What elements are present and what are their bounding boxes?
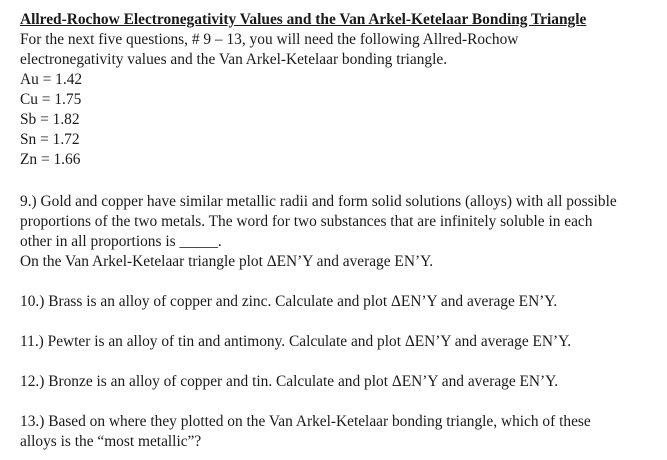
question-9-line: proportions of the two metals. The word for two substances that are infinitely soluble in each [20, 213, 593, 230]
intro-paragraph [20, 30, 660, 70]
spacer [20, 312, 660, 332]
value-gold: Au = 1.42 [20, 71, 83, 88]
question-9-line: other in all proportions is _____. [20, 233, 222, 250]
electronegativity-values-list [20, 70, 660, 170]
spacer [20, 272, 660, 292]
spacer [20, 170, 660, 192]
spacer [20, 392, 660, 412]
question-13-line: 13.) Based on where they plotted on the Van Arkel-Ketelaar bonding triangle, which of these [20, 413, 591, 430]
question-13-line: alloys is the “most metallic”? [20, 433, 202, 450]
value-antimony: Sb = 1.82 [20, 111, 80, 128]
question-9-line: 9.) Gold and copper have similar metallic radii and form solid solutions (alloys) with all possible [20, 193, 617, 210]
intro-line: For the next five questions, # 9 – 13, you will need the following Allred-Rochow [20, 31, 519, 48]
question-9 [20, 192, 660, 272]
value-copper: Cu = 1.75 [20, 91, 82, 108]
question-12: 12.) Bronze is an alloy of copper and tin. Calculate and plot ΔEN’Y and average EN’Y. [20, 373, 559, 390]
question-13 [20, 412, 660, 452]
intro-line: electronegativity values and the Van Arkel-Ketelaar bonding triangle. [20, 51, 448, 68]
spacer [20, 352, 660, 372]
worksheet-title: Allred-Rochow Electronegativity Values and the Van Arkel-Ketelaar Bonding Triangle [20, 11, 587, 28]
question-9-line: On the Van Arkel-Ketelaar triangle plot ΔEN’Y and average EN’Y. [20, 253, 434, 270]
value-zinc: Zn = 1.66 [20, 151, 81, 168]
question-10: 10.) Brass is an alloy of copper and zinc. Calculate and plot ΔEN’Y and average EN’Y. [20, 293, 558, 310]
question-11: 11.) Pewter is an alloy of tin and antimony. Calculate and plot ΔEN’Y and average EN’Y. [20, 333, 572, 350]
worksheet-page [20, 10, 660, 452]
value-tin: Sn = 1.72 [20, 131, 80, 148]
